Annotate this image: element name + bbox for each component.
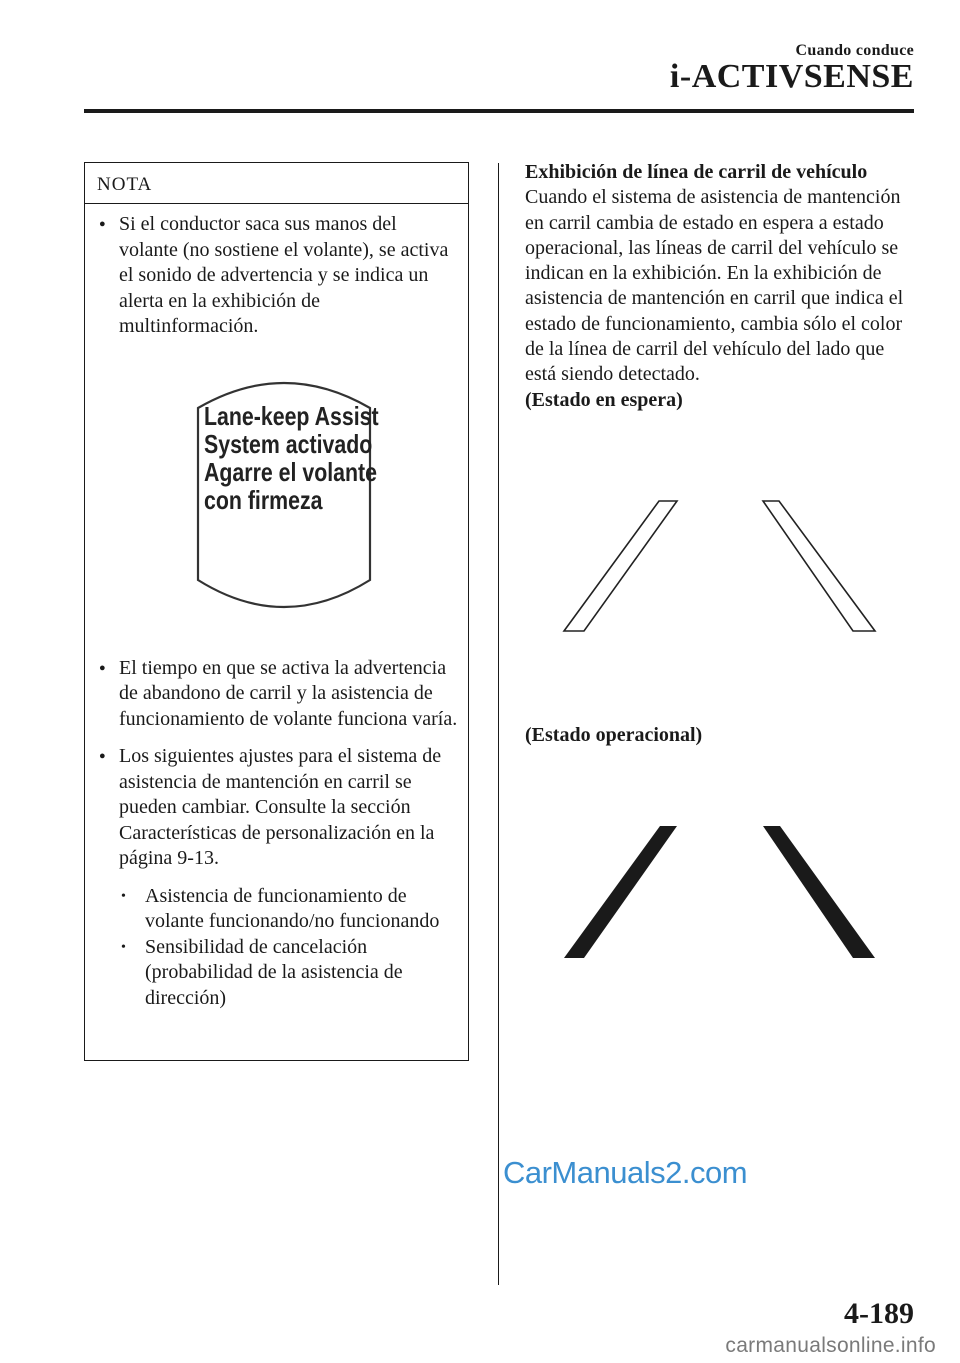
section-paragraph: Cuando el sistema de asistencia de mantención en carril cambia de estado en espera a estado operacional, las líneas de carril del vehículo se indican en la exhibición. En la exhibición de asistencia de mantención en carril que indica el estado de funcionamiento, cambia sólo el color de la línea de carril del vehículo del lado que está siendo detectado. [525, 186, 904, 386]
standby-lane-lines-figure [525, 413, 915, 723]
settings-sub-item: • Asistencia de funcionamiento de volante funcionando/no funcionando [99, 884, 458, 935]
operational-left-lane-line [564, 826, 677, 958]
operational-right-lane-line [763, 826, 875, 958]
display-line-2: System activado [204, 428, 373, 459]
note-bullet-hands-off: ● Si el conductor saca sus manos del volante (no sostiene el volante), se activa el sonido de advertencia y se indica un alerta en la exhibición de multinformación. [99, 212, 458, 340]
display-line-4: con firmeza [204, 484, 323, 515]
watermark-logo: CarManuals2.com [502, 1155, 748, 1190]
display-message [204, 400, 379, 515]
note-body [85, 204, 468, 1011]
operational-lane-lines-figure [525, 748, 915, 1008]
note-bullet-timing: ● El tiempo en que se activa la advertencia de abandono de carril y la asistencia de funcionamiento de volante funciona varía. [99, 656, 458, 733]
footer-url: carmanualsonline.info [725, 1334, 936, 1357]
note-box [84, 162, 469, 1061]
lane-line-section [525, 160, 915, 1008]
operational-label: (Estado operacional) [525, 723, 703, 746]
header-title: i-ACTIVSENSE [669, 58, 914, 95]
header-rule [84, 109, 914, 113]
page-number: 4-189 [844, 1297, 914, 1330]
header-section-label: Cuando conduce [795, 42, 914, 59]
settings-sub-item: • Sensibilidad de cancelación (probabilidad de la asistencia de dirección) [99, 935, 458, 1012]
display-line-3: Agarre el volante [204, 456, 378, 487]
multi-info-display-illustration [99, 340, 458, 656]
column-divider [498, 163, 499, 1285]
standby-right-lane-line [763, 501, 875, 631]
standby-left-lane-line [564, 501, 677, 631]
section-heading: Exhibición de línea de carril de vehículo [525, 161, 868, 183]
display-line-1: Lane-keep Assist [204, 400, 379, 431]
standby-label: (Estado en espera) [525, 388, 683, 411]
note-bullet-settings: ● Los siguientes ajustes para el sistema de asistencia de mantención en carril se pueden cambiar. Consulte la sección Características de personalización en la página 9-13. [99, 744, 458, 872]
note-heading: NOTA [85, 163, 468, 204]
